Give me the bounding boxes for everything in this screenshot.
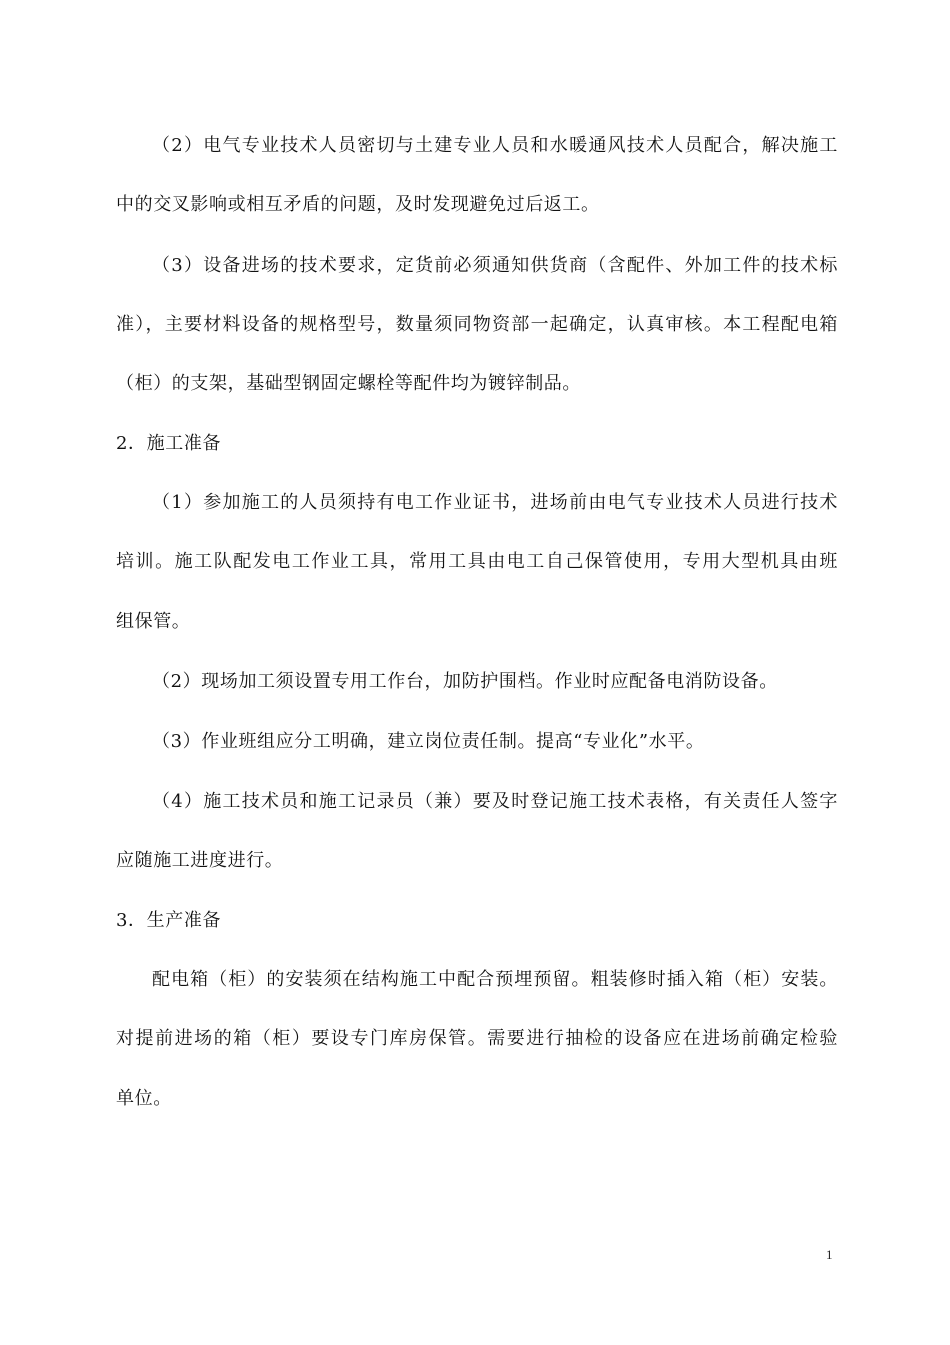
- paragraph-line: 中的交叉影响或相互矛盾的问题，及时发现避免过后返工。: [116, 194, 600, 215]
- paragraph-line: 单位。: [116, 1088, 172, 1109]
- paragraph-line: 配电箱（柜）的安装须在结构施工中配合预埋预留。粗装修时插入箱（柜）安装。: [152, 969, 838, 990]
- paragraph-line: （柜）的支架，基础型钢固定螺栓等配件均为镀锌制品。: [116, 373, 581, 394]
- paragraph-line: 应随施工进度进行。: [116, 850, 284, 871]
- paragraph-line: （2）电气专业技术人员密切与土建专业人员和水暖通风技术人员配合，解决施工: [152, 135, 838, 156]
- section-heading: 2．施工准备: [116, 433, 222, 454]
- paragraph-line: （1）参加施工的人员须持有电工作业证书，进场前由电气专业技术人员进行技术: [152, 492, 838, 513]
- paragraph-line: （2）现场加工须设置专用工作台，加防护围档。作业时应配备电消防设备。: [152, 671, 778, 692]
- paragraph-line: （3）设备进场的技术要求，定货前必须通知供货商（含配件、外加工件的技术标: [152, 255, 838, 276]
- paragraph-line: 组保管。: [116, 611, 191, 632]
- paragraph-line: （4）施工技术员和施工记录员（兼）要及时登记施工技术表格，有关责任人签字: [152, 791, 838, 812]
- paragraph-line: 准），主要材料设备的规格型号，数量须同物资部一起确定，认真审核。本工程配电箱: [116, 314, 838, 335]
- paragraph-line: （3）作业班组应分工明确，建立岗位责任制。提高“专业化”水平。: [152, 731, 705, 752]
- page-number: 1: [826, 1247, 833, 1262]
- paragraph-line: 对提前进场的箱（柜）要设专门库房保管。需要进行抽检的设备应在进场前确定检验: [116, 1028, 838, 1049]
- paragraph-line: 培训。施工队配发电工作业工具，常用工具由电工自己保管使用，专用大型机具由班: [116, 551, 838, 572]
- section-heading: 3．生产准备: [116, 910, 222, 931]
